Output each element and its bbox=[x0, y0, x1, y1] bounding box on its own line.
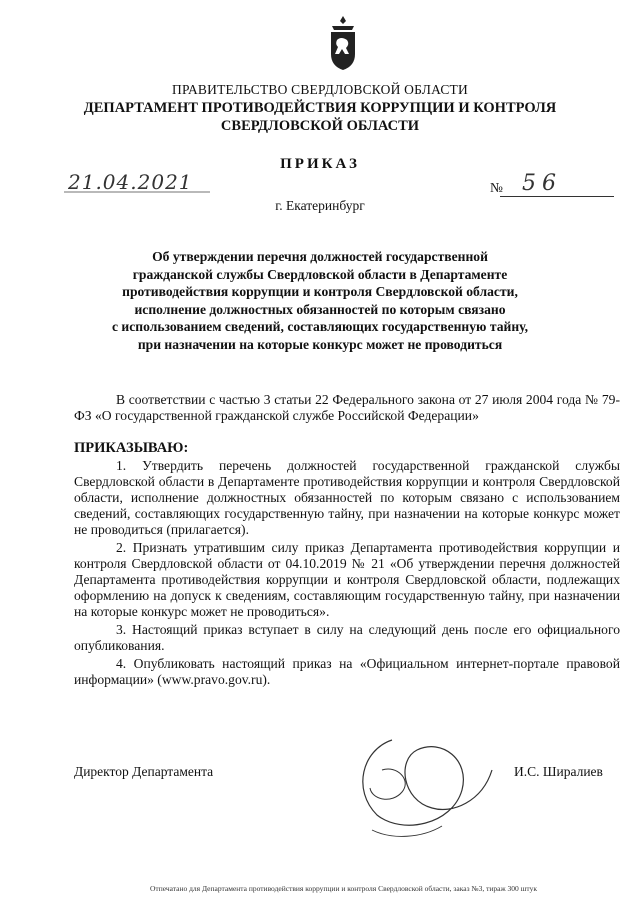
signatory-name: И.С. Ширалиев bbox=[514, 764, 603, 779]
order-items bbox=[74, 458, 620, 690]
order-number-value: 56 bbox=[522, 171, 562, 194]
order-item: 3. Настоящий приказ вступает в силу на следующий день после его официального опубликования. bbox=[74, 622, 620, 653]
subject-line: Об утверждении перечня должностей государственной bbox=[152, 249, 488, 264]
order-item: 2. Признать утратившим силу приказ Департамента противодействия коррупции и контроля Свердловской области от 04.10.2019 № 21 «Об утверждении перечня должностей Департамента противодействия коррупции и контроля Свердловской области, подлежащих оформлению на допуск к сведениям, составляющим государственную тайну, при назначении на которые конкурс может не проводиться». bbox=[74, 540, 620, 619]
preamble-text: В соответствии с частью 3 статьи 22 Федерального закона от 27 июля 2004 года № 79-ФЗ «О государственной гражданской службе Российской Федерации» bbox=[74, 392, 620, 423]
department-name-line2: СВЕРДЛОВСКОЙ ОБЛАСТИ bbox=[220, 118, 420, 134]
print-note: Отпечатано для Департамента противодействия коррупции и контроля Свердловской области, заказ №3, тираж 300 штук bbox=[150, 884, 537, 893]
order-number-label: № bbox=[490, 180, 503, 195]
subject-line: гражданской службы Свердловской области в Департаменте bbox=[132, 266, 508, 282]
signatory-title: Директор Департамента bbox=[74, 764, 214, 779]
order-item: 4. Опубликовать настоящий приказ на «Официальном интернет-портале правовой информации» (www.pravo.gov.ru). bbox=[74, 656, 620, 687]
date-value: 21.04.2021 bbox=[68, 170, 193, 194]
order-title: ПРИКАЗ bbox=[280, 156, 360, 172]
city: г. Екатеринбург bbox=[275, 198, 365, 213]
subject-line: при назначении на которые конкурс может не проводиться bbox=[137, 336, 503, 352]
order-number-underline bbox=[500, 196, 614, 197]
preamble bbox=[74, 392, 620, 424]
department-name-line1: ДЕПАРТАМЕНТ ПРОТИВОДЕЙСТВИЯ КОРРУПЦИИ И КОНТРОЛЯ bbox=[83, 100, 557, 116]
handwritten-signature bbox=[322, 730, 502, 845]
handwritten-date bbox=[64, 170, 214, 196]
subject-line: с использованием сведений, составляющих государственную тайну, bbox=[111, 319, 528, 334]
government-name: ПРАВИТЕЛЬСТВО СВЕРДЛОВСКОЙ ОБЛАСТИ bbox=[172, 82, 468, 97]
order-item: 1. Утвердить перечень должностей государственной гражданской службы Свердловской области в Департаменте противодействия коррупции и контроля Свердловской области, исполнение должностных обязанностей по которым связано с использованием сведений, составляющих государственную тайну, при назначении на которые конкурс может не проводиться (прилагается). bbox=[74, 458, 620, 537]
coat-of-arms-icon bbox=[326, 14, 360, 72]
handwritten-order-number bbox=[520, 170, 590, 194]
orders-heading: ПРИКАЗЫВАЮ: bbox=[74, 440, 189, 456]
subject-line: противодействия коррупции и контроля Свердловской области, bbox=[122, 284, 518, 299]
order-subject bbox=[0, 248, 640, 353]
subject-line: исполнение должностных обязанностей по которым связано bbox=[134, 301, 506, 317]
